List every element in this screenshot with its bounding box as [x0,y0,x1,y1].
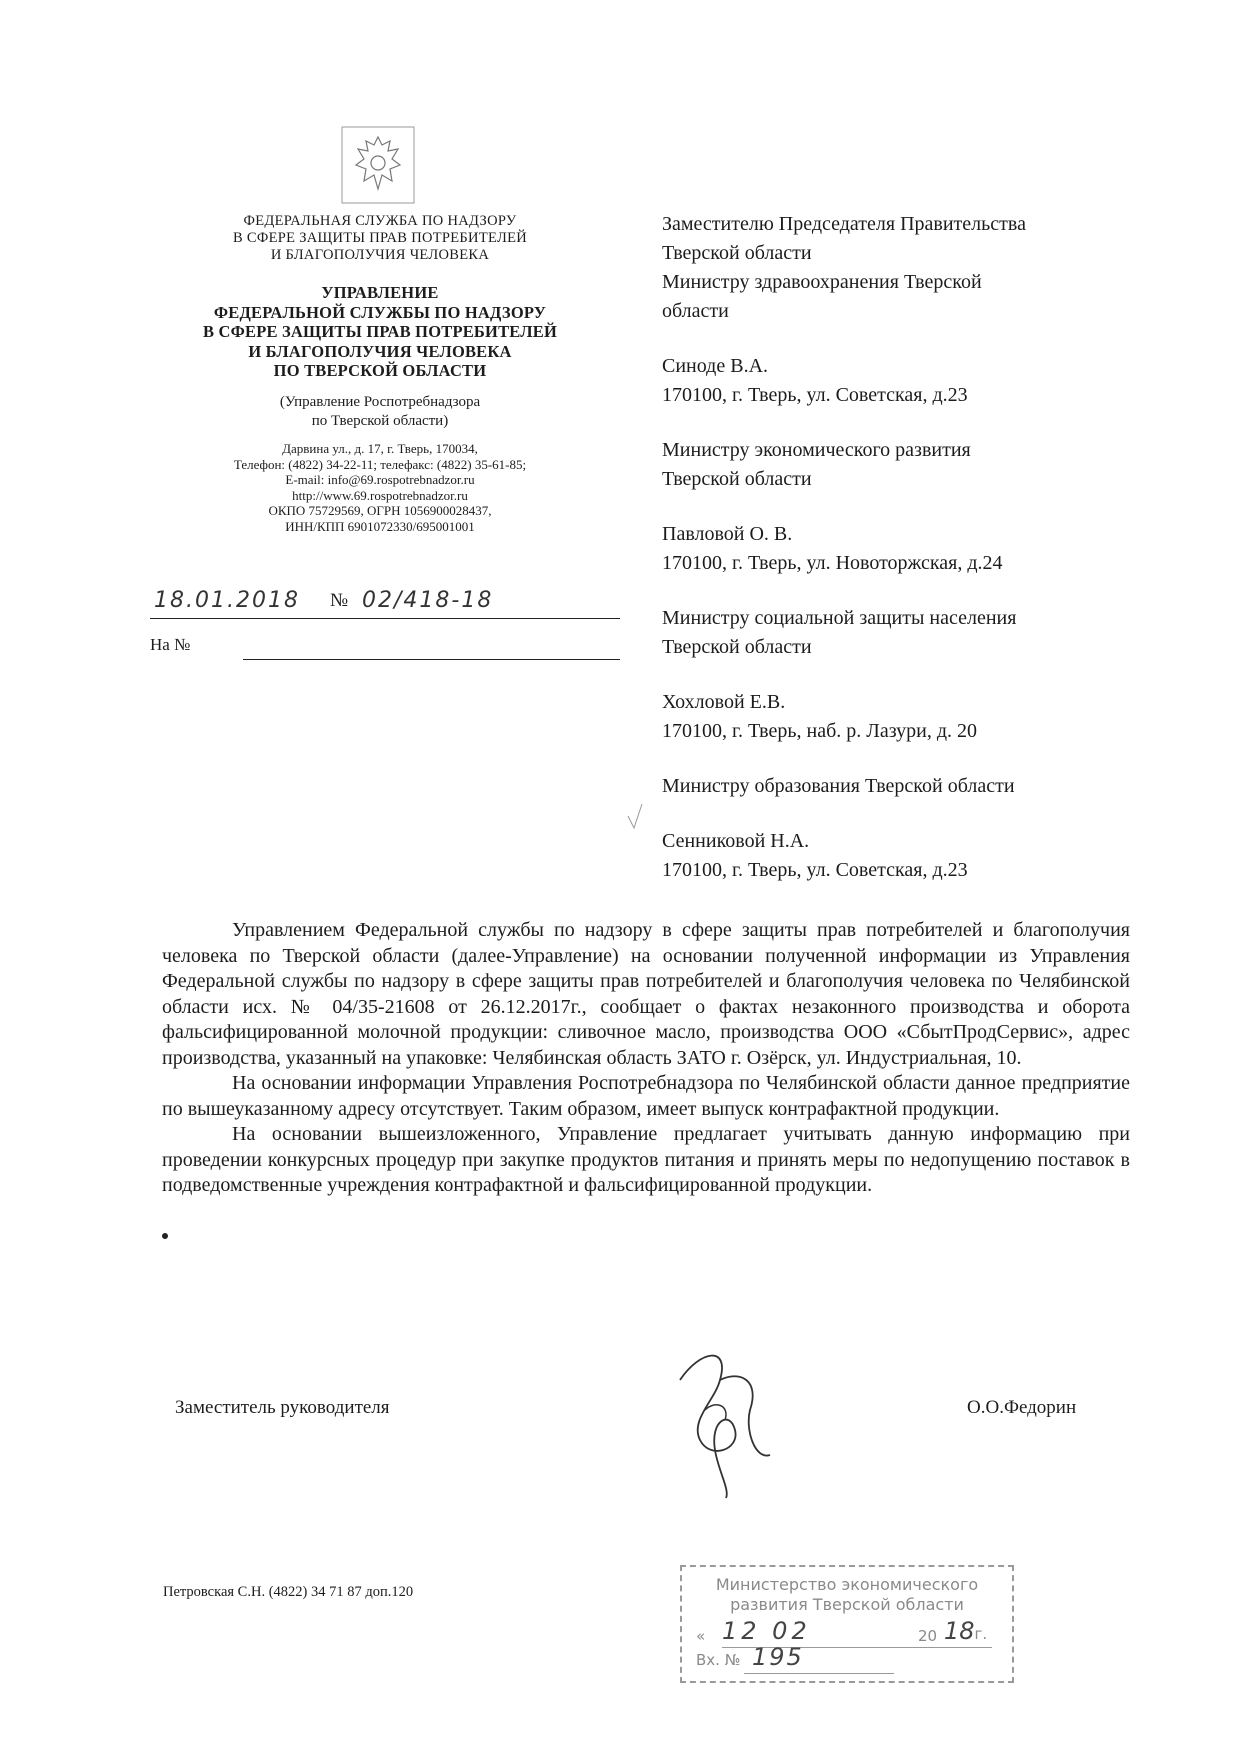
stamp-year: 18г. [944,1617,988,1645]
executor-contact: Петровская С.Н. (4822) 34 71 87 доп.120 [163,1584,414,1600]
incoming-stamp [680,1565,1014,1683]
registration-line [150,588,620,619]
signatory-position: Заместитель руководителя [175,1397,390,1418]
stamp-organization: Министерство экономического развития Тверской области [715,1575,979,1614]
reply-number-line [243,659,620,660]
addressee: Министру экономического развития Тверской области Павловой О. В. 170100, г. Тверь, ул. Новоторжская, д.24 [662,436,1132,578]
stamp-date: 12 02 [722,1617,811,1645]
addressee-address: 170100, г. Тверь, ул. Советская, д.23 [662,859,968,881]
body-paragraph: На основании вышеизложенного, Управление предлагает учитывать данную информацию при проведении конкурсных процедур при закупке продуктов питания и принять меры по недопущению поставок в подведомственные учреждения контрафактной и фальсифицированной продукции. [162,1123,1130,1196]
addressee-address: 170100, г. Тверь, ул. Советская, д.23 [662,384,968,406]
registration-number-label: № [330,590,349,611]
addressee-name: Сенниковой Н.А. [662,830,810,852]
addressee-name: Хохловой Е.В. [662,691,786,713]
addressees [662,210,1132,911]
stamp-year-prefix: 20 [918,1627,938,1645]
letterhead-department: УПРАВЛЕНИЕ ФЕДЕРАЛЬНОЙ СЛУЖБЫ ПО НАДЗОРУ В СФЕРЕ ЗАЩИТЫ ПРАВ ПОТРЕБИТЕЛЕЙ И БЛАГОПОЛУЧИЯ ЧЕЛОВЕКА ПО ТВЕРСКОЙ ОБЛАСТИ [202,283,558,380]
letterhead-short-name: (Управление Роспотребнадзора по Тверской области) [279,394,481,429]
signatory-name: О.О.Федорин [967,1397,1077,1418]
stamp-incoming-number: 195 [752,1643,804,1671]
addressee: Министру образования Тверской области Сенниковой Н.А. 170100, г. Тверь, ул. Советская, д.23 [662,772,1132,885]
registration-date: 18.01.2018 [154,588,300,613]
check-mark-icon [626,802,644,830]
stamp-date-prefix: « [696,1627,706,1645]
body-paragraph: На основании информации Управления Роспотребнадзора по Челябинской области данное предприятие по вышеуказанному адресу отсутствует. Таким образом, имеет выпуск контрафактной продукции. [162,1072,1130,1120]
addressee-address: 170100, г. Тверь, наб. р. Лазури, д. 20 [662,720,978,742]
registration-number: 02/418-18 [362,588,494,613]
letterhead-contacts: Дарвина ул., д. 17, г. Тверь, 170034, Телефон: (4822) 34-22-11; телефакс: (4822) 35-61-85; E-mail: info@69.rospotrebnadzor.ru http://www.69.rospotrebnadzor.ru ОКПО 75729569, ОГРН 1056900028437, ИНН/КПП 6901072330/695001001 [233,441,527,534]
addressee-name: Синоде В.А. [662,355,769,377]
ink-dot [162,1233,168,1239]
body-paragraph: Управлением Федеральной службы по надзору в сфере защиты прав потребителей и благополучия человека по Тверской области (далее-Управление) на основании полученной информации из Управления Федеральной службы по надзору в сфере защиты прав потребителей и благополучия человека по Челябинской области исх. № 04/35-21608 от 26.12.2017г., сообщает о фактах незаконного производства и оборота фальсифицированной молочной продукции: сливочное масло, производства ООО «СбытПродСервис», адрес производства, указанный на упаковке: Челябинская область ЗАТО г. Озёрск, ул. Индустриальная, 10. [162,919,1130,1069]
addressee: Заместителю Председателя Правительства Тверской области Министру здравоохранения Тверской области Синоде В.А. 170100, г. Тверь, ул. Советская, д.23 [662,210,1132,410]
addressee-name: Павловой О. В. [662,523,793,545]
stamp-incoming-label: Вх. № [696,1651,741,1669]
reply-number-label: На № [150,635,191,654]
letterhead-federal-service: ФЕДЕРАЛЬНАЯ СЛУЖБА ПО НАДЗОРУ В СФЕРЕ ЗАЩИТЫ ПРАВ ПОТРЕБИТЕЛЕЙ И БЛАГОПОЛУЧИЯ ЧЕЛОВЕКА [232,213,528,263]
addressee: Министру социальной защиты населения Тверской области Хохловой Е.В. 170100, г. Тверь, наб. р. Лазури, д. 20 [662,604,1132,746]
addressee-address: 170100, г. Тверь, ул. Новоторжская, д.24 [662,552,1003,574]
handwritten-signature [660,1340,800,1500]
stamp-number-line [744,1673,894,1674]
letter-body [162,918,1130,1199]
emblem-icon [338,125,418,205]
